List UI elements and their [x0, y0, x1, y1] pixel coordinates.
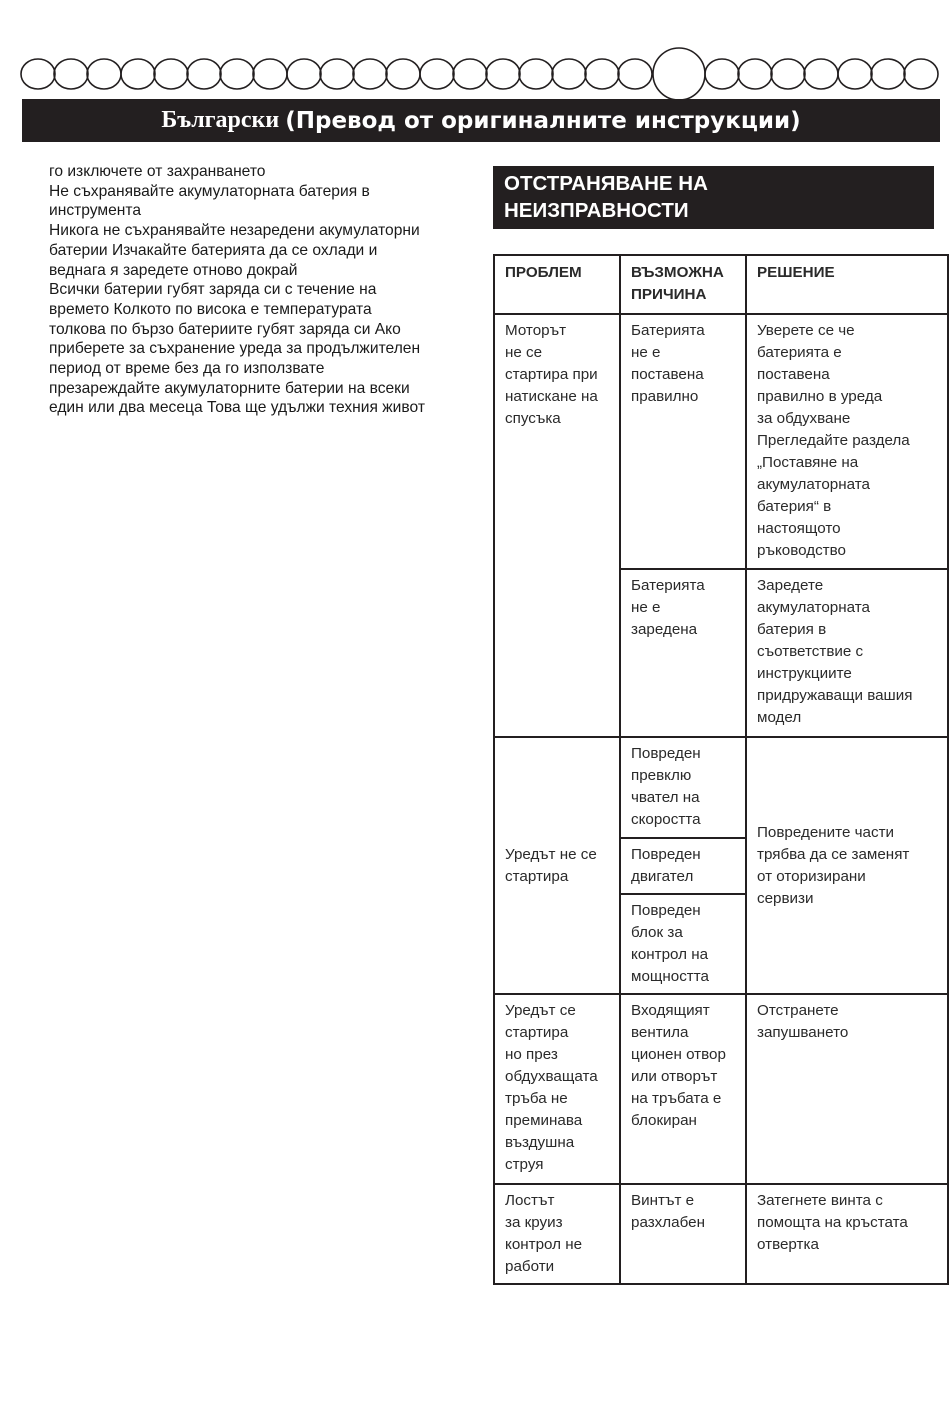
- text-line: го изключете от захранването: [49, 163, 266, 180]
- troubleshooting-heading: [493, 166, 934, 229]
- table-row: [494, 314, 948, 569]
- language-title: Български: [161, 107, 280, 133]
- language-title-bar: [22, 99, 940, 142]
- language-subtitle: (Превод от оригиналните инструкции): [285, 107, 801, 134]
- text-line: Никога не съхранявайте незаредени акумулаторни: [49, 222, 420, 240]
- text-line: времето Колкото по висока е температурата: [49, 300, 372, 318]
- text-line: толкова по бързо батериите губят заряда си Ако: [49, 320, 401, 338]
- text-line: Всички батерии губят заряда си с течение на: [49, 281, 377, 299]
- solution-cell: Заредете акумулаторната батерия в съответствие с инструкциите придружаващи вашия модел: [746, 569, 948, 737]
- text-line: период от време без да го използвате: [49, 360, 325, 378]
- cause-cell: Входящият вентила ционен отвор или отворът на тръбата е блокиран: [620, 994, 746, 1184]
- text-line: приберете за съхранение уреда за продължителен: [49, 340, 421, 358]
- cause-cell: Повреден двигател: [620, 838, 746, 894]
- column-header-solution: РЕШЕНИЕ: [746, 255, 948, 314]
- solution-cell: Уверете се че батерията е поставена правилно в уреда за обдухване Прегледайте раздела „Поставяне на акумулаторната батерия“ в настоящото ръководство: [746, 314, 948, 569]
- problem-cell: Лостът за круиз контрол не работи: [494, 1184, 620, 1284]
- text-line: батерии Изчакайте батерията да се охлади и: [49, 241, 378, 259]
- text-line: презареждайте акумулаторните батерии на всеки: [49, 379, 410, 397]
- cause-cell: Винтът е разхлабен: [620, 1184, 746, 1284]
- cause-cell: Повреден блок за контрол на мощността: [620, 894, 746, 994]
- troubleshooting-table: [493, 254, 949, 1285]
- cause-cell: Батерията не е заредена: [620, 569, 746, 737]
- problem-cell: Моторът не се стартира при натискане на спусъка: [494, 314, 620, 737]
- cause-cell: Батерията не е поставена правилно: [620, 314, 746, 569]
- solution-cell: Повредените части трябва да се заменят от оторизирани сервизи: [746, 737, 948, 994]
- heading-line: ОТСТРАНЯВАНЕ НА: [504, 172, 708, 195]
- table-row: [494, 737, 948, 838]
- problem-cell: Уредът се стартира но през обдухващата тръба не преминава въздушна струя: [494, 994, 620, 1184]
- text-line: един или два месеца Това ще удължи техния живот: [49, 399, 425, 417]
- problem-cell: Уредът не се стартира: [494, 737, 620, 994]
- text-line: Не съхранявайте акумулаторната батерия в: [49, 182, 370, 200]
- decorative-circle-border: [0, 0, 950, 110]
- solution-cell: Отстранете запушването: [746, 994, 948, 1184]
- table-row: [494, 1184, 948, 1284]
- heading-line: НЕИЗПРАВНОСТИ: [504, 199, 689, 222]
- table-header-row: [494, 255, 948, 314]
- solution-cell: Затегнете винта с помощта на кръстата отвертка: [746, 1184, 948, 1284]
- text-line: веднага я заредете отново докрай: [49, 261, 298, 279]
- column-header-cause: ВЪЗМОЖНА ПРИЧИНА: [620, 255, 746, 314]
- cause-cell: Повреден превклю чвател на скоростта: [620, 737, 746, 838]
- column-header-problem: ПРОБЛЕМ: [494, 255, 620, 314]
- battery-storage-text: [49, 162, 469, 418]
- table-row: [494, 994, 948, 1184]
- text-line: инструмента: [49, 202, 142, 220]
